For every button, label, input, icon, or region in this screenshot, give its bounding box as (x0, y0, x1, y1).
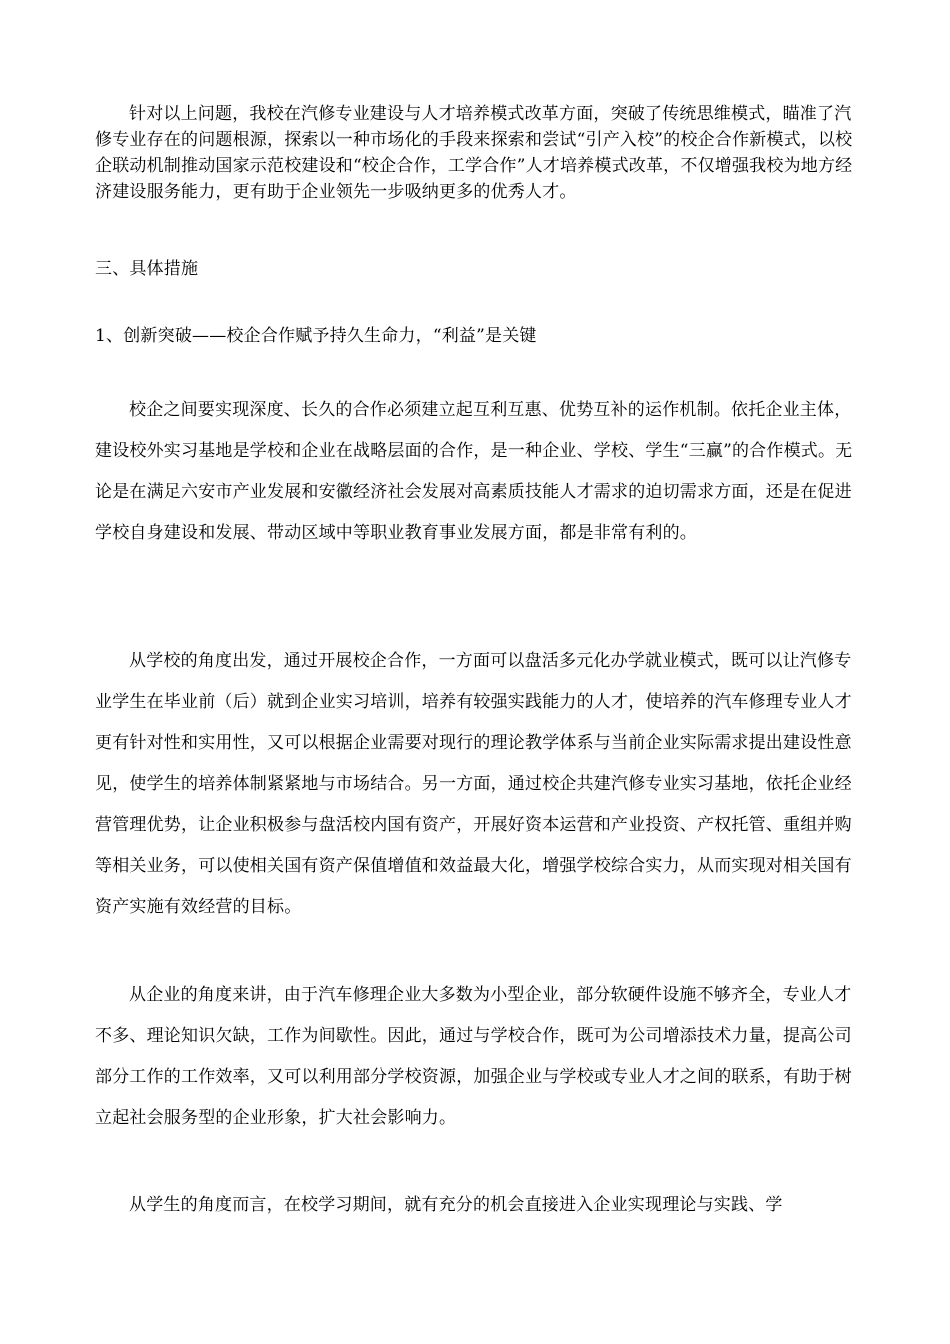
paragraph-student: 从学生的角度而言，在校学习期间，就有充分的机会直接进入企业实现理论与实践、学 (129, 1195, 783, 1215)
paragraph-school: 从学校的角度出发，通过开展校企合作，一方面可以盘活多元化办学就业模式，既可以让汽修专业学生在毕业前（后）就到企业实习培训，培养有较强实践能力的人才，使培养的汽车修理专业人才更有针对性和实用性，又可以根据企业需要对现行的理论教学体系与当前企业实际需求提出建设性意见，使学生的培养体制紧紧地与市场结合。另一方面，通过校企共建汽修专业实习基地，依托企业经营管理优势，让企业积极参与盘活校内国有资产，开展好资本运营和产业投资、产权托管、重组并购等相关业务，可以使相关国有资产保值增值和效益最大化，增强学校综合实力，从而实现对相关国有资产实施有效经营的目标。 (95, 651, 852, 917)
paragraph-enterprise: 从企业的角度来讲，由于汽车修理企业大多数为小型企业，部分软硬件设施不够齐全，专业人才不多、理论知识欠缺，工作为间歇性。因此，通过与学校合作，既可为公司增添技术力量，提高公司部分工作的工作效率，又可以利用部分学校资源，加强企业与学校或专业人才之间的联系，有助于树立起社会服务型的企业形象，扩大社会影响力。 (95, 985, 852, 1128)
paragraph-intro: 针对以上问题，我校在汽修专业建设与人才培养模式改革方面，突破了传统思维模式，瞄准了汽修专业存在的问题根源，探索以一种市场化的手段来探索和尝试“引产入校”的校企合作新模式，以校企联动机制推动国家示范校建设和“校企合作，工学合作”人才培养模式改革，不仅增强我校为地方经济建设服务能力，更有助于企业领先一步吸纳更多的优秀人才。 (95, 104, 853, 202)
paragraph-mechanism: 校企之间要实现深度、长久的合作必须建立起互利互惠、优势互补的运作机制。依托企业主体，建设校外实习基地是学校和企业在战略层面的合作，是一种企业、学校、学生“三赢”的合作模式。无论是在满足六安市产业发展和安徽经济社会发展对高素质技能人才需求的迫切需求方面，还是在促进学校自身建设和发展、带动区域中等职业教育事业发展方面，都是非常有利的。 (95, 400, 853, 543)
subsection-heading: 1、创新突破——校企合作赋予持久生命力，“利益”是关键 (95, 326, 537, 346)
section-heading: 三、具体措施 (95, 259, 199, 279)
